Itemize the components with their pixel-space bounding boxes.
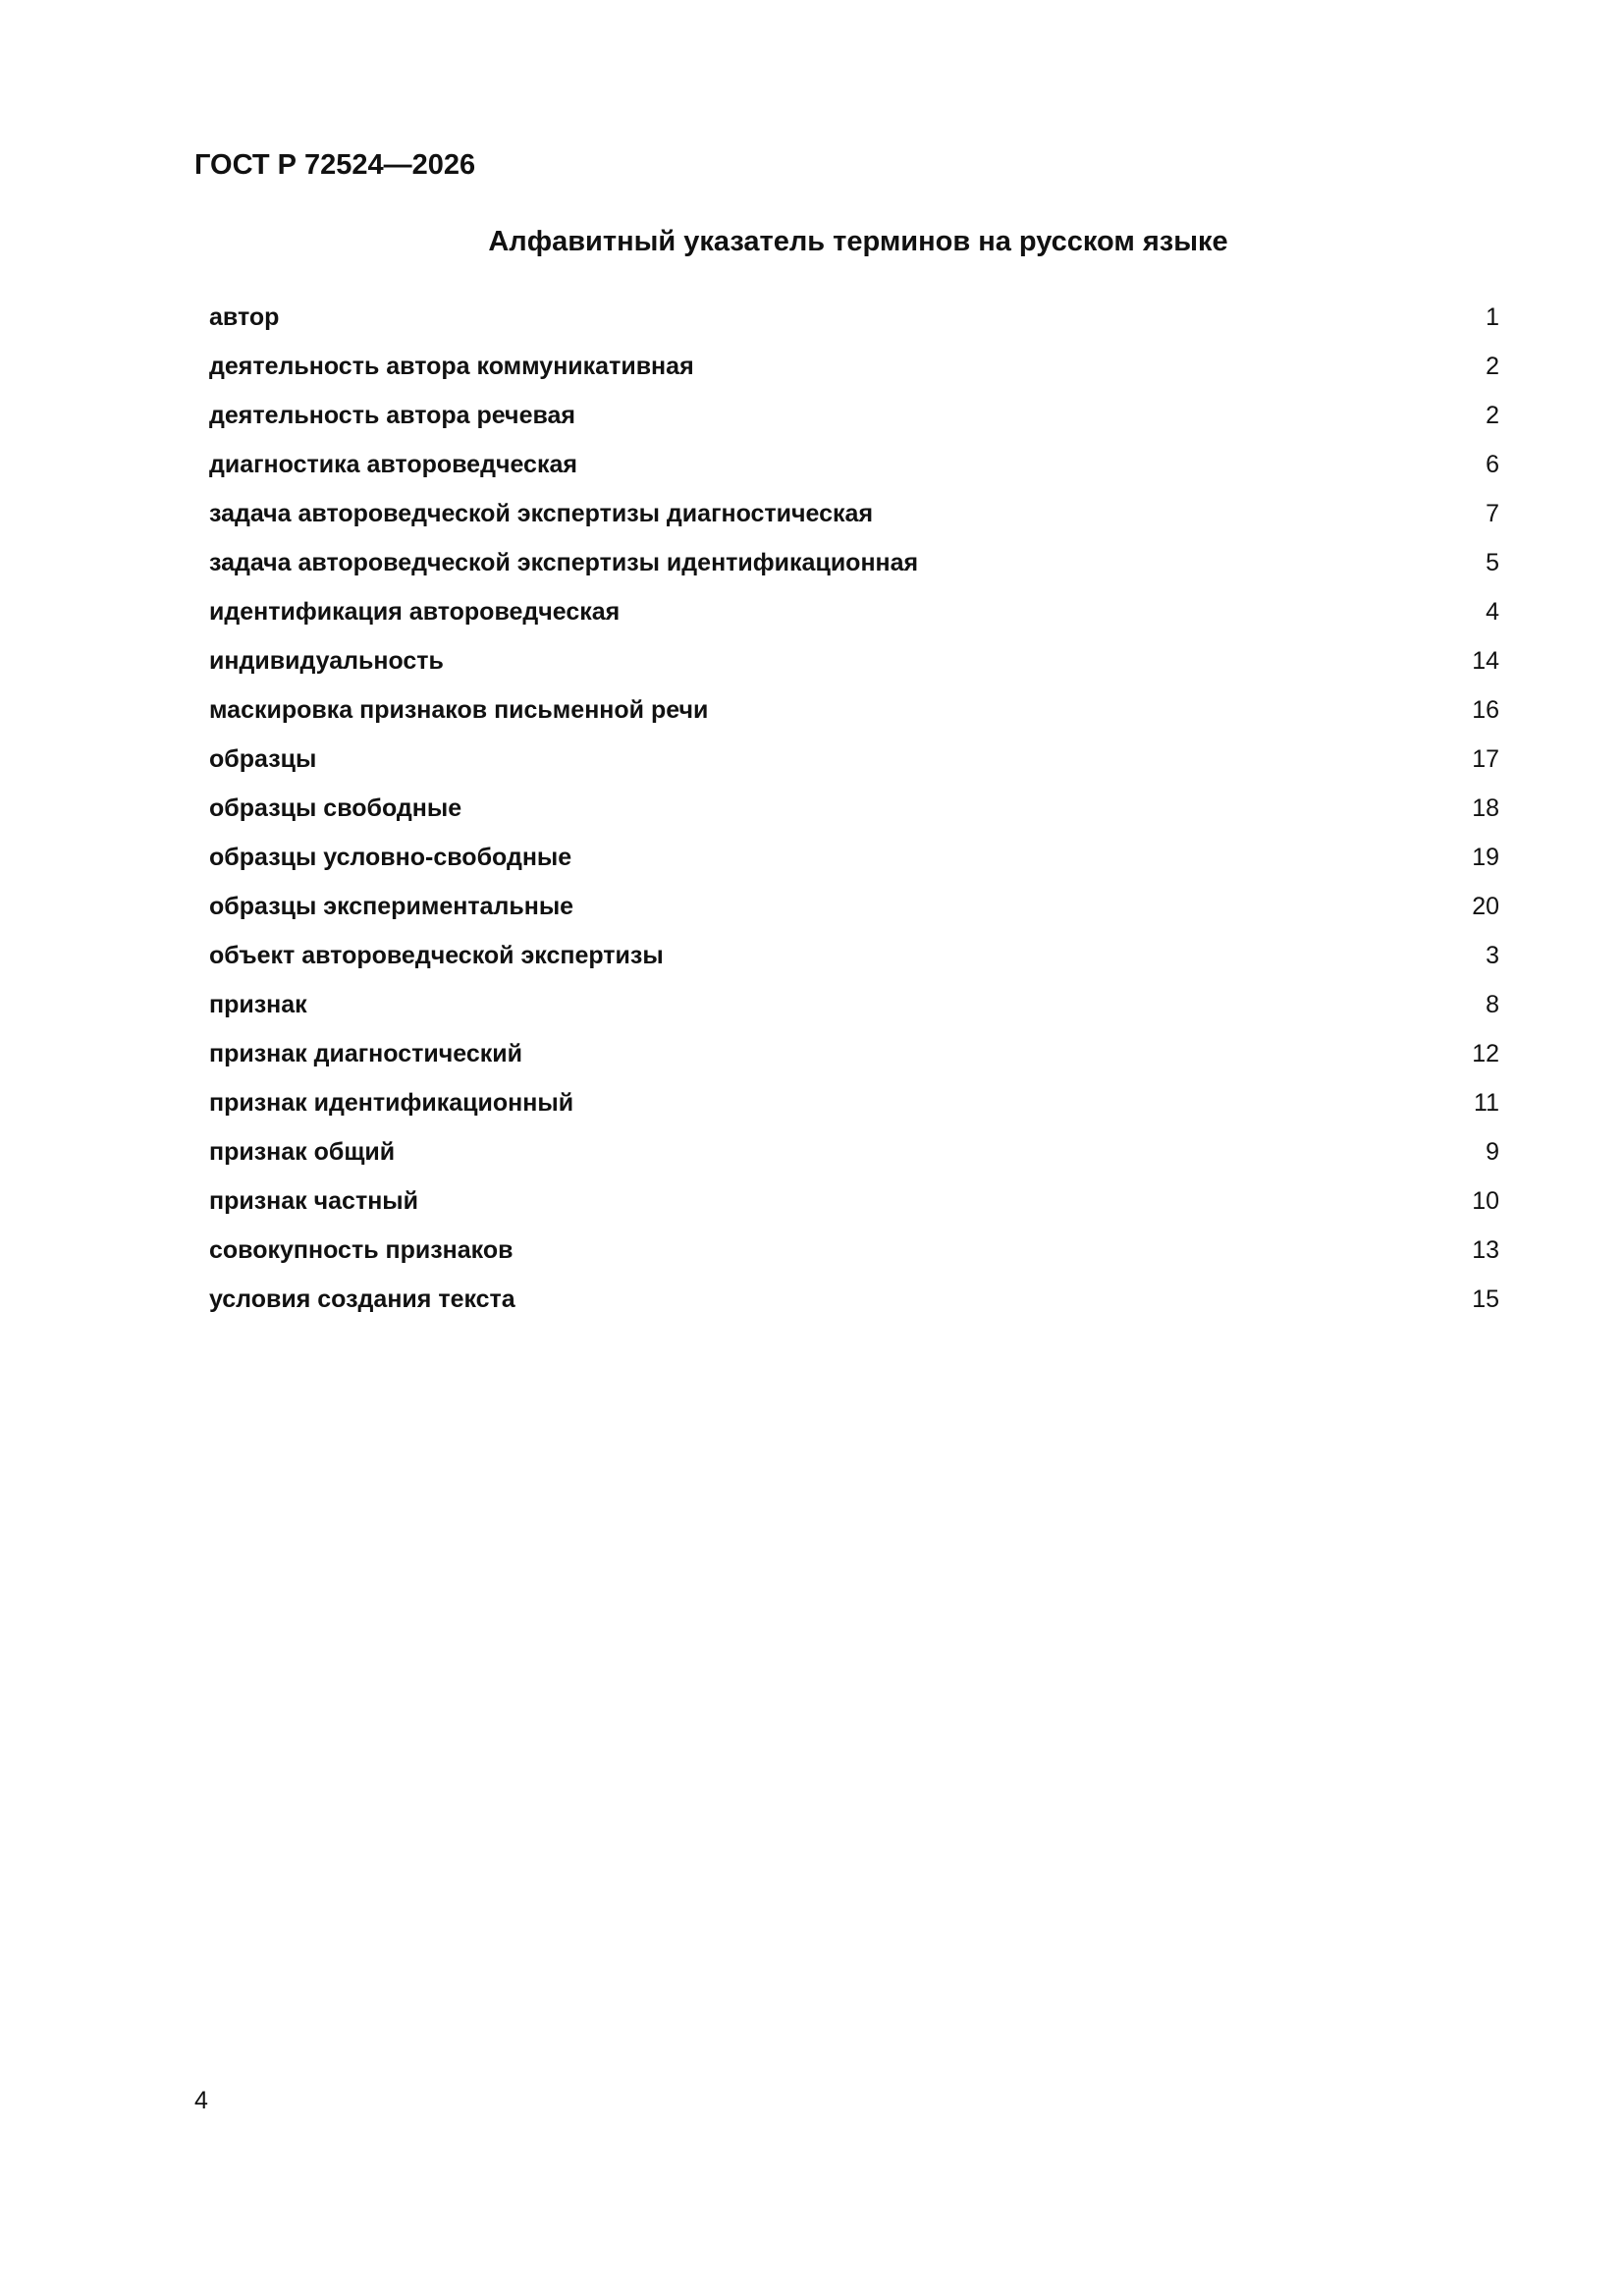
- index-ref: 9: [1486, 1138, 1499, 1166]
- index-entry: [209, 350, 1499, 399]
- index-term: совокупность признаков: [209, 1236, 514, 1264]
- index-term: задача автороведческой экспертизы диагностическая: [209, 500, 874, 527]
- index-entry: [209, 1283, 1499, 1332]
- index-ref: 16: [1472, 696, 1499, 724]
- index-term: объект автороведческой экспертизы: [209, 942, 664, 969]
- index-entry: [209, 546, 1499, 595]
- index-ref: 17: [1472, 745, 1499, 773]
- index-ref: 20: [1472, 893, 1499, 920]
- index-ref: 10: [1472, 1187, 1499, 1215]
- index-term: образцы: [209, 745, 317, 773]
- index-ref: 8: [1486, 991, 1499, 1018]
- index-entry: [209, 448, 1499, 497]
- index-ref: 7: [1486, 500, 1499, 527]
- index-term: признак общий: [209, 1138, 396, 1166]
- index-entry: [209, 644, 1499, 693]
- index-term: образцы свободные: [209, 794, 462, 822]
- index-term: автор: [209, 303, 280, 331]
- index-ref: 2: [1486, 402, 1499, 429]
- index-term: задача автороведческой экспертизы идентификационная: [209, 549, 919, 576]
- index-ref: 2: [1486, 353, 1499, 380]
- index-ref: 19: [1472, 844, 1499, 871]
- index-entry: [209, 1184, 1499, 1233]
- index-ref: 18: [1472, 794, 1499, 822]
- index-entry: [209, 939, 1499, 988]
- index-entry: [209, 595, 1499, 644]
- document-code: ГОСТ Р 72524—2026: [194, 149, 476, 181]
- index-ref: 4: [1486, 598, 1499, 626]
- index-entry: [209, 1233, 1499, 1283]
- index-entry: [209, 301, 1499, 350]
- index-entry: [209, 988, 1499, 1037]
- index-term: индивидуальность: [209, 647, 444, 675]
- index-term: признак диагностический: [209, 1040, 522, 1067]
- index-ref: 15: [1472, 1285, 1499, 1313]
- index-ref: 3: [1486, 942, 1499, 969]
- index-entry: [209, 1135, 1499, 1184]
- index-ref: 5: [1486, 549, 1499, 576]
- index-term: признак: [209, 991, 307, 1018]
- index-entry: [209, 399, 1499, 448]
- index-ref: 12: [1472, 1040, 1499, 1067]
- index-entry: [209, 792, 1499, 841]
- index-entry: [209, 497, 1499, 546]
- index-term: признак частный: [209, 1187, 419, 1215]
- index-entry: [209, 693, 1499, 742]
- index-term: образцы условно-свободные: [209, 844, 572, 871]
- index-term: маскировка признаков письменной речи: [209, 696, 709, 724]
- index-term: деятельность автора коммуникативная: [209, 353, 694, 380]
- index-entry: [209, 890, 1499, 939]
- index-ref: 13: [1472, 1236, 1499, 1264]
- index-term: образцы экспериментальные: [209, 893, 574, 920]
- index-entry: [209, 742, 1499, 792]
- index-ref: 1: [1486, 303, 1499, 331]
- term-index-list: [209, 301, 1499, 1332]
- index-term: идентификация автороведческая: [209, 598, 621, 626]
- index-entry: [209, 1037, 1499, 1086]
- index-ref: 14: [1472, 647, 1499, 675]
- index-entry: [209, 1086, 1499, 1135]
- index-entry: [209, 841, 1499, 890]
- page-number: 4: [194, 2087, 208, 2114]
- index-term: условия создания текста: [209, 1285, 515, 1313]
- index-title: Алфавитный указатель терминов на русском языке: [488, 226, 1228, 257]
- index-ref: 6: [1486, 451, 1499, 478]
- index-ref: 11: [1474, 1089, 1499, 1117]
- index-term: деятельность автора речевая: [209, 402, 576, 429]
- index-term: диагностика автороведческая: [209, 451, 577, 478]
- index-term: признак идентификационный: [209, 1089, 574, 1117]
